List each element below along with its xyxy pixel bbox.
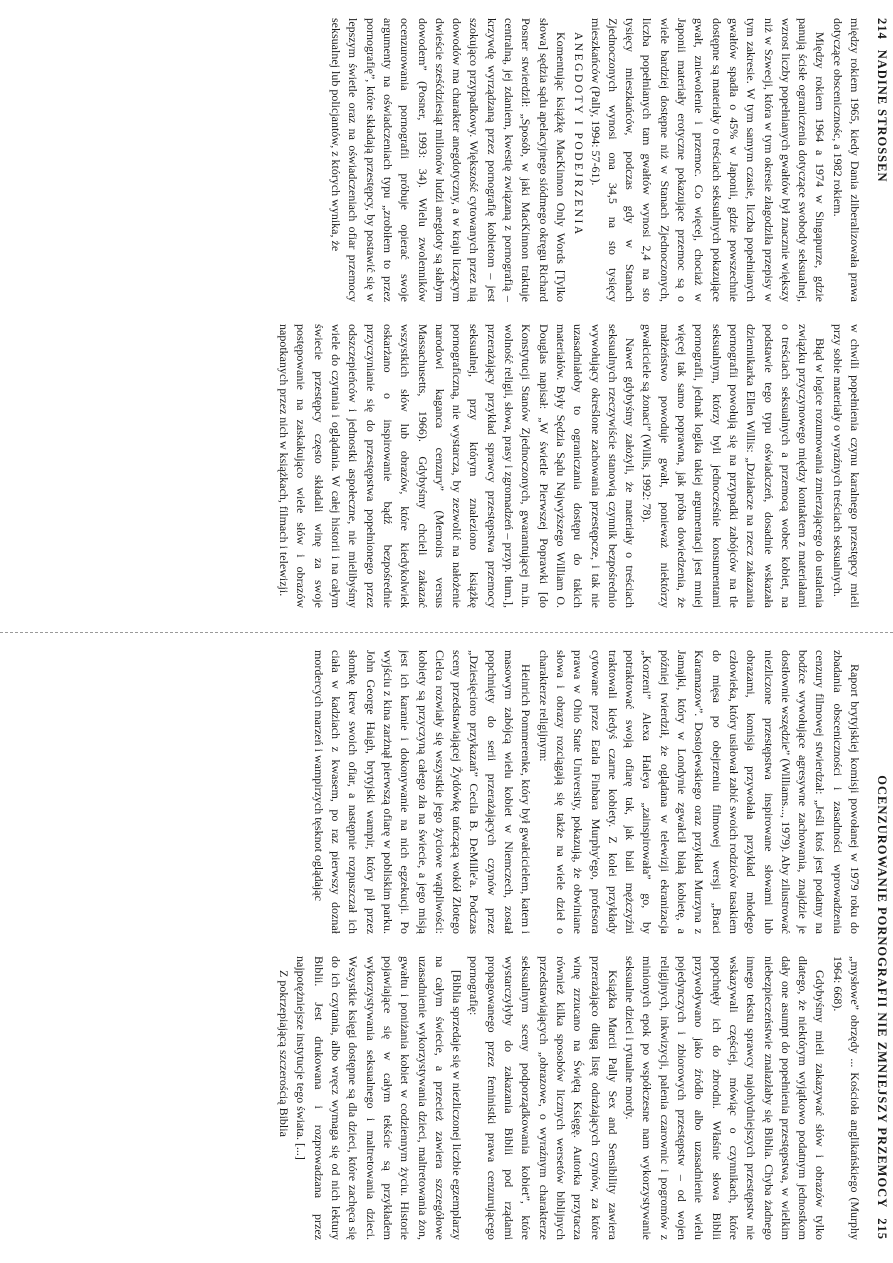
paragraph: w chwili popełnienia czynu karalnego przestępcy mieli przy sobie materiały o wyraźnych treściach seksualnych. (830, 324, 862, 608)
page-215-content (33, 650, 893, 1240)
block-quote: Heinrich Pommerenke, który był gwałcicielem, katem i masowym zabójcą wielu kobiet w Niemczech, został popchnięty do serii przerażających czynów przez „Dziesięcioro przykazań” Cecila B. DeMille'a. Podczas sceny przedstawiającej Żydówkę tańczącą wokół Złotego Cielca rozwiały się wszystkie jego życiowe wątpliwości: kobiety są przyczyną całego zła na świecie, a jego misją jest ich karanie i dokonywanie na nich egzekucji. Po wyjściu z kina zarżnął pierwszą ofiarę w pobliskim parku. John George Haigh, brytyjski wampir, który pił przez słomkę krew swoich ofiar, a następnie rozpuszczał ich ciała w kadziach z kwasem, po raz pierwszy doznał mordercych marzeń i wampirzych tęsknot oglądając (311, 650, 534, 934)
column-left (43, 650, 863, 934)
paragraph: Z pokrzepiającą szczerością Biblia (277, 970, 292, 1137)
paragraph: Książka Marcii Pally Sex and Sensibility zawiera przerażająco długą listę odrażających czynów, za które winę zrzucano na Świętą Księgę. Autorka przytacza również kilka sposobów licznych wersetów biblijnych przedstawiających „obrazowe, o wyraźnym charakterze seksualnym sceny podporządkowania kobiet”, które wystarczyłyby do zakazania Biblii pod rządami propagowanego przez feministki prawa cenzurującego pornografię: (467, 956, 620, 1240)
running-head-title: OCENZUROWANIE PORNOGRAFII NIE ZMNIEJSZY PRZEMOCY (875, 775, 890, 1209)
paragraph: Komentując książkę MacKinnon Only Words [Tylko słowa] sędzia sądu apelacyjnego siódmego okręgu Richard Posner stwierdził: „Sposób, w jaki MacKinnon traktuje centralną, jej zdaniem, kwestię związaną z pornografią – krzywdę wyrządzaną przez pornografię kobietom – jest szokująco przypadkowy. Większość cytowanych przez nią dowodów ma charakter anegdotyczny, a w kraju liczącym dwieście sześćdziesiąt milionów ludzi anegdoty są słabym dowodem” (Posner, 1993: 34). Wielu zwolenników ocenzurowania pornografii próbuje opierać swoje argumenty na oświadczeniach typu „zrobiłem to przez pornografię”, które składają przestępcy, by postawić się w lepszym świetle oraz na oświadczeniach ofiar przemocy seksualnej lub policjantów, z których wynika, że (329, 18, 568, 302)
running-head-title: NADINE STROSSEN (875, 49, 890, 183)
paragraph: między rokiem 1965, kiedy Dania zliberalizowała prawa dotyczące obscenicznośc, a 1982 rokiem. (830, 18, 862, 302)
paragraph: „mysłowe” obrzędy ... Kościoła anglikańskiego (Murphy 1964: 668). (830, 956, 862, 1240)
block-quote: [Biblia sprzedaje się w niezliczonej liczbie egzemplarzy na całym świecie, a przecież zawiera szczegółowe uzasadnienie wykorzystywania dzieci, maltretowania żon, gwałtu i poniżania kobiet w codziennym życiu. Historie pojawiające się w całym tekście są przykładem wykorzystywania seksualnego i maltretowania dzieci. Wszystkie księgi dostępne są dla dzieci, które zachęca się do ich czytania, albo wręcz wymaga się od nich lektury Biblii. Jest drukowana i rozprowadzana przez najpotężniejsze instytucje tego świata. [...] (294, 956, 465, 1240)
page-number: 214 (875, 18, 890, 40)
paragraph: Raport brytyjskiej komisji powołanej w 1979 roku do zbadania obsceniczności i zasadności wprowadzenia cenzury filmowej stwierdzał: „Jeśli ktoś jest podatny na bodźce wywołujące agresywne zachowania, znajdzie je dostłownie wszędzie” (Williams..., 1979). Aby zilustrować niezliczone przestępstwa inspirowane słowami lub obrazami, komisja przywołała przykład młodego człowieka, który usiłował zabić swoich rodziców tasakiem do mięsa po obejrzeniu filmowej wersji „Braci Karamazow”. Dostojewskiego oraz przykład Murzyna z Jamajki, który w Londynie zgwałcił białą kobietę, a później twierdził, że oglądana w telewizji ekranizacja „Korzeni” Alexa Haleya „zainspirowała” go, by potraktować swoją ofiarę tak, jak biali mężczyźni traktowali kiedyś czarne kobiety. Z kolei przykłady cytowane przez Earla Finbara Murphy'ego, profesora prawa w Ohio State University, pokazują, że obwiniane słowa i obrazy rozciągają się także na wiele dzieł o charakterze religijnym: (536, 650, 862, 934)
page-214-content (33, 18, 893, 608)
paragraph: Błąd w logice rozumowania zmierzającego do ustalenia związku przyczynowego między kontaktem z materiałami o treściach seksualnych a przemocą wobec kobiet, na podstawie tego typu oświadczeń, dosadnie wskazała dziennikarka Ellen Willis: „Działacze na rzecz zakazania pornografii powołują się na przypadki zabójców na tle seksualnym, którzy byli jednocześnie konsumentami pornografii, jednak logika takiej argumentacji jest mniej więcej tak samo poprawna, jak próba dowiedzenia, że małżeństwo powoduje gwałt, ponieważ niektórzy gwałciciele są żonaci” (Willis, 1992: 78). (640, 324, 828, 608)
text-columns (43, 18, 863, 608)
column-right (43, 956, 863, 1240)
column-right (43, 324, 863, 608)
page-number: 215 (875, 1218, 890, 1240)
paragraph: Gdybyśmy mieli zakazywać słów i obrazów tylko dlatego, że niektórym wyjątkowo podatnym jednostkom dały one asumpt do popełnienia przestępstwa, w wielkim niebezpieczeństwie znalazłaby się Biblia. Chyba żadnego innego tekstu sprawcy najohydniejszych przestępstw nie wskazywali częściej, mówiąc o czynnikach, które popchnęły ich do zbrodni. Właśnie słowa Biblii przywoływano jako źródło albo uzasadnienie wielu pojedynczych i zbiorowych przestępstw – od wojen religijnych, inkwizycji, palenia czarownic i pogromów z minionych epok po współczesne nam wykorzystywanie seksualne dzieci i rytualne mordy. (623, 956, 828, 1240)
paragraph: Nawet gdybyśmy założyli, że materiały o treściach seksualnych rzeczywiście stanowią czynnik bezpośrednio wywołujący określone zachowania przestępcze, i tak nie uzasadniałoby to ograniczania dostępu do takich materiałów. Były Sędzia Sądu Najwyższego William O. Douglas napisał: „W świetle Pierwszej Poprawki [do Konstytucji Stanów Zjednoczonych, gwarantującej m.in. wolność religii, słowa, prasy i zgromadzeń – przyp. tłum.], przerażający przykład sprawcy przestępstwa przemocy seksualnej, przy którym znaleziono książkę pornograficzną, nie wystarcza, by zezwolić na nałożenie narodowi kaganca cenzury” (Memoirs versus Massachusetts, 1966). Gdybyśmy chcieli zakazać wszystkich słów lub obrazów, które kiedykolwiek oskarżano o inspirowanie bądź bezpośrednie przyczynianie się do przestępstwa popełnionego przez odszczepieńców i jednostki aspołeczne, nie mielibyśmy wiele do czytania i oglądania. W całej historii i na całym świecie przestępcy często składali winę za swoje postępowanie na zaskakująco wiele słów i obrazów napotkanych przez nich w książkach, filmach i telewizji. (277, 324, 638, 608)
running-head-214 (871, 18, 893, 608)
column-left (43, 18, 863, 302)
running-head-215 (871, 650, 893, 1240)
paragraph: Między rokiem 1964 a 1974 w Singapurze, gdzie panują ścisłe ograniczenia dotyczące swobody seksualnej, wzrost liczby popełnianych gwałtów był znacznie większy niż w Szwecji, która w tym okresie złagodziła przepisy w tym zakresie. W tym samym czasie, liczba popełnianych gwałtów spadła o 45% w Japonii, gdzie powszechnie dostępne są materiały o treściach seksualnych pokazujące gwałt, zniewolenie i przemoc. Co więcej, chociaż w Japonii materiały erotyczne pokazujące przemoc są o wiele bardziej dostępne niż w Stanach Zjednoczonych, liczba popełnianych tam gwałtów wynosi 2,4 na sto tysięcy mieszkańców, podczas gdy w Stanach Zjednoczonych wynosi ona 34,5 na sto tysięcy mieszkańców (Pally, 1994: 57-61). (588, 18, 828, 302)
page-215 (0, 632, 893, 1263)
section-heading: ANEGDOTY I PODEJRZENIA (572, 32, 585, 237)
text-columns (43, 650, 863, 1240)
